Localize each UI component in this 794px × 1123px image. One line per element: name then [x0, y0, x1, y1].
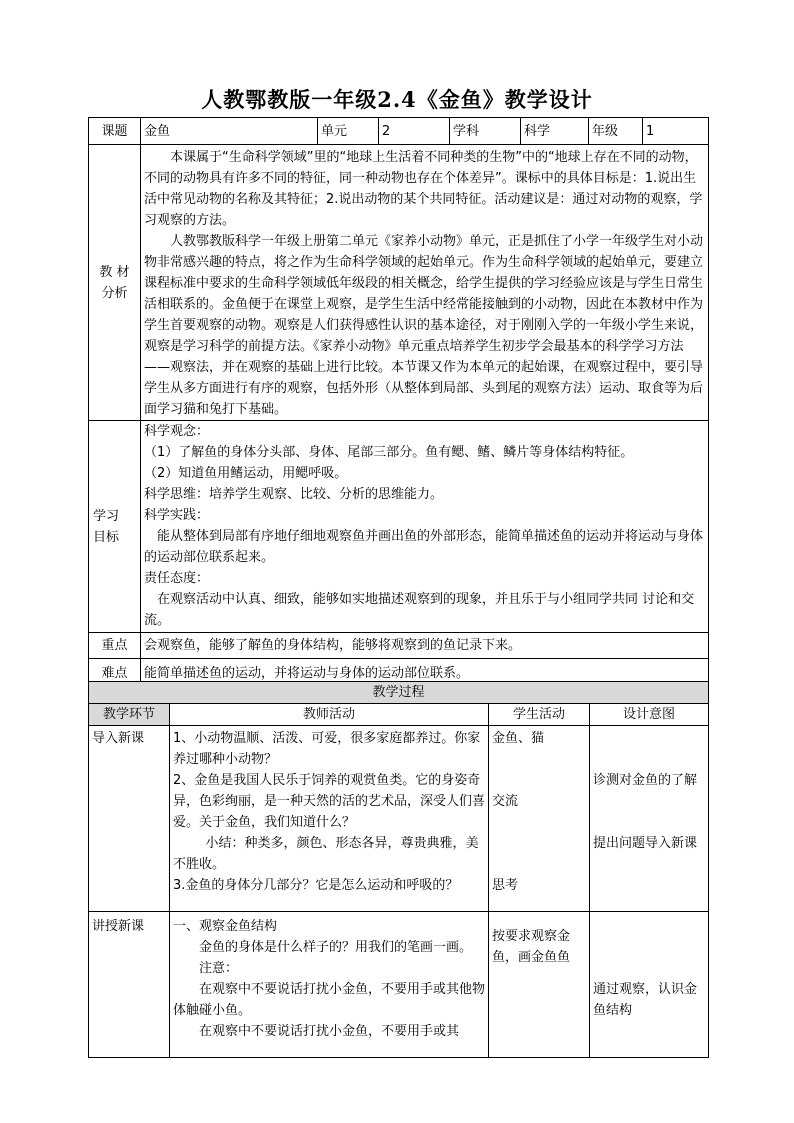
course-value: 金鱼	[141, 118, 318, 145]
process-row-new	[89, 912, 709, 1058]
course-label: 课题	[89, 118, 141, 145]
analysis-paragraph-1: 本课属于“生命科学领域”里的“地球上生活着不同种类的生物”中的“地球上存在不同的动物，不同的动物具有许多不同的特征，同一种动物也存在个体差异”。课标中的具体目标是：1.说出生活中常见动物的名称及其特征；2.说出动物的某个共同特征。活动建议是：通过对动物的观察，学习观察的方法。	[144, 150, 703, 228]
info-row	[89, 118, 709, 145]
unit-label: 单元	[318, 118, 379, 145]
subject-value: 科学	[521, 118, 589, 145]
teacher-activity: 在观察中不要说话打扰小金鱼，不要用手或其他物体触碰小鱼。	[173, 982, 486, 1018]
info-table	[88, 117, 709, 689]
header-stage: 教学环节	[89, 704, 170, 726]
difficulty-text: 能简单描述鱼的运动，并将运动与身体的运动部位联系。	[141, 659, 709, 689]
goals-label: 学习 目标	[89, 421, 141, 633]
teacher-activity: 1、小动物温顺、活泼、可爱，很多家庭都养过。你家养过哪种小动物？	[173, 731, 481, 767]
difficulty-label: 难点	[89, 659, 141, 689]
student-activity: 金鱼、猫	[492, 731, 545, 746]
grade-value: 1	[643, 118, 709, 145]
teacher-activity: 小结：种类多，颜色、形态各异，尊贵典雅，美不胜收。	[173, 836, 479, 872]
goals-line: 在观察活动中认真、细致，能够如实地描述观察到的现象，并且乐于与小组同学共同 讨论和交流。	[144, 592, 695, 628]
stage-new: 讲授新课	[89, 912, 170, 1058]
stage-intro: 导入新课	[89, 726, 170, 912]
document-title: 人教鄂教版一年级2.4《金鱼》教学设计	[201, 87, 593, 112]
teacher-activity: 2、金鱼是我国人民乐于饲养的观赏鱼类。它的身姿奇异，色彩绚丽，是一种天然的活的艺术品，深受人们喜爱。关于金鱼，我们知道什么？	[173, 773, 486, 830]
goals-line: 能从整体到局部有序地仔细地观察鱼并画出鱼的外部形态，能简单描述鱼的运动并将运动与身体的运动部位联系起来。	[144, 529, 704, 565]
student-activity: 按要求观察金鱼，画金鱼鱼	[492, 929, 571, 965]
goals-line: 科学观念：	[144, 424, 210, 439]
analysis-paragraph-2: 人教鄂教版科学一年级上册第二单元《家养小动物》单元，正是抓住了小学一年级学生对小动物非常感兴趣的特点，将之作为生命科学领域的起始单元。作为生命科学领域的起始单元，要建立课程标准中要求的生命科学领域低年级段的相关概念，给学生提供的学习经验应该是与学生日常生活相联系的。金鱼便于在课堂上观察，是学生生活中经常能接触到的小动物，因此在本教材中作为学生首要观察的动物。观察是人们获得感性认识的基本途径，对于刚刚入学的一年级小学生来说，观察是学习科学的前提方法。《家养小动物》单元重点培养学生初步学会最基本的科学学习方法——观察法，并在观察的基础上进行比较。本节课又作为本单元的起始课，在观察过程中，要引导学生从多方面进行有序的观察，包括外形（从整体到局部、头到尾的观察方法）运动、取食等为后面学习猫和兔打下基础。	[144, 234, 704, 417]
student-activity: 交流	[492, 794, 519, 809]
process-row-intro	[89, 726, 709, 912]
goals-line: 科学实践：	[144, 508, 210, 523]
design-intent: 提出问题导入新课	[593, 836, 698, 851]
teacher-activity: 金鱼的身体是什么样子的？用我们的笔画一画。	[199, 940, 473, 955]
header-student: 学生活动	[489, 704, 590, 726]
design-intent: 通过观察，认识金鱼结构	[593, 982, 698, 1018]
process-table	[88, 681, 709, 1058]
header-intent: 设计意图	[590, 704, 709, 726]
subject-label: 学科	[450, 118, 521, 145]
teacher-activity: 在观察中不要说话打扰小金鱼，不要用手或其	[199, 1024, 460, 1039]
teacher-activity: 一、观察金鱼结构	[173, 919, 278, 934]
process-title-row	[89, 682, 709, 704]
key-point-label: 重点	[89, 633, 141, 659]
analysis-label: 教 材 分析	[89, 145, 141, 421]
goals-line: （2）知道鱼用鳍运动，用鳃呼吸。	[144, 466, 348, 481]
goals-line: （1）了解鱼的身体分头部、身体、尾部三部分。鱼有鳃、鳍、鳞片等身体结构特征。	[144, 445, 634, 460]
key-point-text: 会观察鱼，能够了解鱼的身体结构，能够将观察到的鱼记录下来。	[141, 633, 709, 659]
key-point-row	[89, 633, 709, 659]
header-teacher: 教师活动	[170, 704, 489, 726]
goals-line: 科学思维：培养学生观察、比较、分析的思维能力。	[144, 487, 444, 502]
teacher-activity: 3.金鱼的身体分几部分？它是怎么运动和呼吸的？	[173, 878, 459, 893]
process-header-row	[89, 704, 709, 726]
grade-label: 年级	[589, 118, 643, 145]
unit-value: 2	[379, 118, 450, 145]
goals-line: 责任态度：	[144, 571, 210, 586]
student-activity: 思考	[492, 878, 519, 893]
goals-row	[89, 421, 709, 633]
design-intent: 诊测对金鱼的了解	[593, 773, 698, 788]
process-title: 教学过程	[89, 682, 709, 704]
teacher-activity: 注意：	[199, 961, 239, 976]
analysis-row	[89, 145, 709, 421]
